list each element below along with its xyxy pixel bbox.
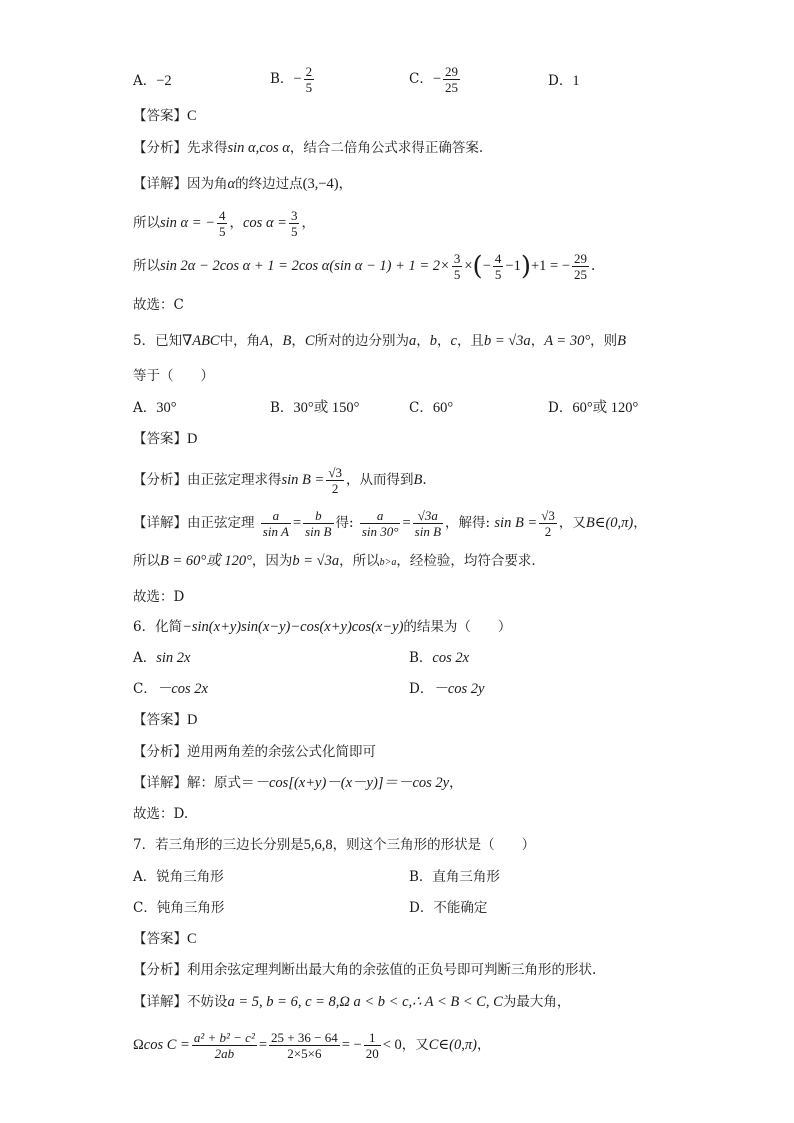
q5-analysis: 【分析】由正弦定理求得sin B = $\frac{√3}{2}$ ，从而得到B. [133, 465, 427, 496]
option-label: D． [548, 73, 573, 89]
q6-analysis: 【分析】逆用两角差的余弦公式化简即可 [133, 744, 376, 760]
option-label: A． [133, 73, 157, 89]
fraction: $\frac{4}{5}$ [494, 251, 502, 282]
q5-option-b: B．30°或 150° [270, 400, 360, 416]
q4-option-c [409, 64, 462, 95]
q4-answer: 【答案】C [133, 108, 197, 124]
q5-detail: 【详解】由正弦定理 $\frac{a}{\text{sin A}}$ = $\frac{b}{\text{sin B}}$ 得: $\frac{a}{\sin 30^\circ}$ = $\frac{√3a}{\text{sin B}}$ ，解得: sin B = $\frac{√3}{2}$ ，又B∈(0,π)， [133, 508, 647, 539]
q7-detail-line2: Ωcos C = $\frac{\text{a² + b² − c²}}{2ab}$ = $\frac{25 + 36 - 64}{2\times 5\times 6}$ = − $\frac{1}{20}$ < 0，又C∈(0,π)， [133, 1030, 491, 1061]
fraction: $\frac{a}{\sin 30^\circ}$ [361, 508, 399, 539]
fraction: $\frac{3}{5}$ [290, 208, 298, 239]
option-label: C． [409, 71, 433, 87]
q6-stem: 6．化简−sin(x+y)sin(x−y)−cos(x+y)cos(x−y)的结果为（ ） [133, 619, 512, 635]
q5-choose: 故选：D [133, 589, 185, 605]
q7-analysis: 【分析】利用余弦定理判断出最大角的余弦值的正负号即可判断三角形的形状. [133, 962, 597, 978]
fraction: $\frac{4}{5}$ [218, 208, 226, 239]
fraction: $\frac{1}{20}$ [365, 1030, 379, 1061]
q6-detail: 【详解】解：原式＝－cos[(x+y)－(x－y)]＝－cos 2y， [133, 775, 463, 791]
q4-option-d [548, 71, 580, 91]
q4-option-b [270, 64, 316, 95]
fraction: $\frac{√3}{2}$ [328, 465, 342, 496]
q6-option-c: C．－cos 2x [133, 681, 208, 697]
fraction: $\frac{29}{25}$ [445, 64, 459, 95]
q6-option-a: A．sin 2x [133, 650, 191, 666]
fraction: $\frac{a}{\text{sin A}}$ [262, 508, 289, 539]
option-value: 1 [572, 73, 580, 89]
q7-option-a: A．锐角三角形 [133, 869, 224, 885]
fraction: $\frac{2}{5}$ [305, 64, 313, 95]
q6-option-b: B．cos 2x [409, 650, 470, 666]
q7-answer: 【答案】C [133, 931, 197, 947]
q7-option-d: D．不能确定 [409, 900, 488, 916]
q5-option-a: A．30° [133, 400, 177, 416]
q6-option-d: D．－cos 2y [409, 681, 485, 697]
fraction: $\frac{\text{a² + b² − c²}}{2ab}$ [193, 1030, 255, 1061]
q7-detail: 【详解】不妨设a = 5, b = 6, c = 8,Ω a < b < c,∴ A < B < C, C为最大角， [133, 994, 571, 1010]
q7-stem: 7．若三角形的三边长分别是5,6,8，则这个三角形的形状是（ ） [133, 837, 536, 853]
q4-detail-line3: 所以sin 2α − 2cos α + 1 = 2cos α(sin α − 1) + 1 = 2× $\frac{3}{5}$ ×(− $\frac{4}{5}$ −1)+1 = − $\frac{29}{25}$ . [133, 251, 596, 282]
option-label: B． [270, 71, 294, 87]
fraction: $\frac{3}{5}$ [453, 251, 461, 282]
q5-option-d: D．60°或 120° [548, 400, 639, 416]
q7-option-c: C．钝角三角形 [133, 900, 225, 916]
option-value: −2 [156, 73, 172, 89]
fraction: $\frac{√3}{2}$ [541, 508, 555, 539]
fraction: $\frac{√3a}{\text{sin B}}$ [414, 508, 442, 539]
q4-option-a [133, 71, 172, 91]
q6-answer: 【答案】D [133, 712, 198, 728]
q5-answer: 【答案】D [133, 431, 198, 447]
fraction: $\frac{25 + 36 - 64}{2\times 5\times 6}$ [271, 1030, 338, 1061]
q4-analysis: 【分析】先求得sin α,cos α，结合二倍角公式求得正确答案. [133, 140, 484, 156]
q4-choose: 故选：C [133, 297, 184, 313]
fraction: $\frac{29}{25}$ [574, 251, 588, 282]
fraction: $\frac{b}{\text{sin B}}$ [305, 508, 332, 539]
option-sign: − [293, 71, 302, 87]
option-sign: − [432, 71, 442, 87]
q4-detail-line1: 【详解】因为角α的终边过点(3,−4)， [133, 176, 353, 192]
q7-option-b: B．直角三角形 [409, 869, 500, 885]
q5-stem: 5．已知∇ABC中，角A，B，C所对的边分别为a，b，c，且b = √3a，A = 30°，则B [133, 333, 626, 349]
q5-detail-line2: 所以B = 60°或 120°，因为b = √3a，所以b>a，经检验，均符合要求. [133, 553, 536, 569]
q5-stem-line2: 等于（ ） [133, 368, 214, 384]
q6-choose: 故选：D. [133, 806, 189, 822]
q5-option-c: C．60° [409, 400, 454, 416]
q4-detail-line2: 所以sin α = − $\frac{4}{5}$ ，cos α = $\frac{3}{5}$ ， [133, 208, 315, 239]
